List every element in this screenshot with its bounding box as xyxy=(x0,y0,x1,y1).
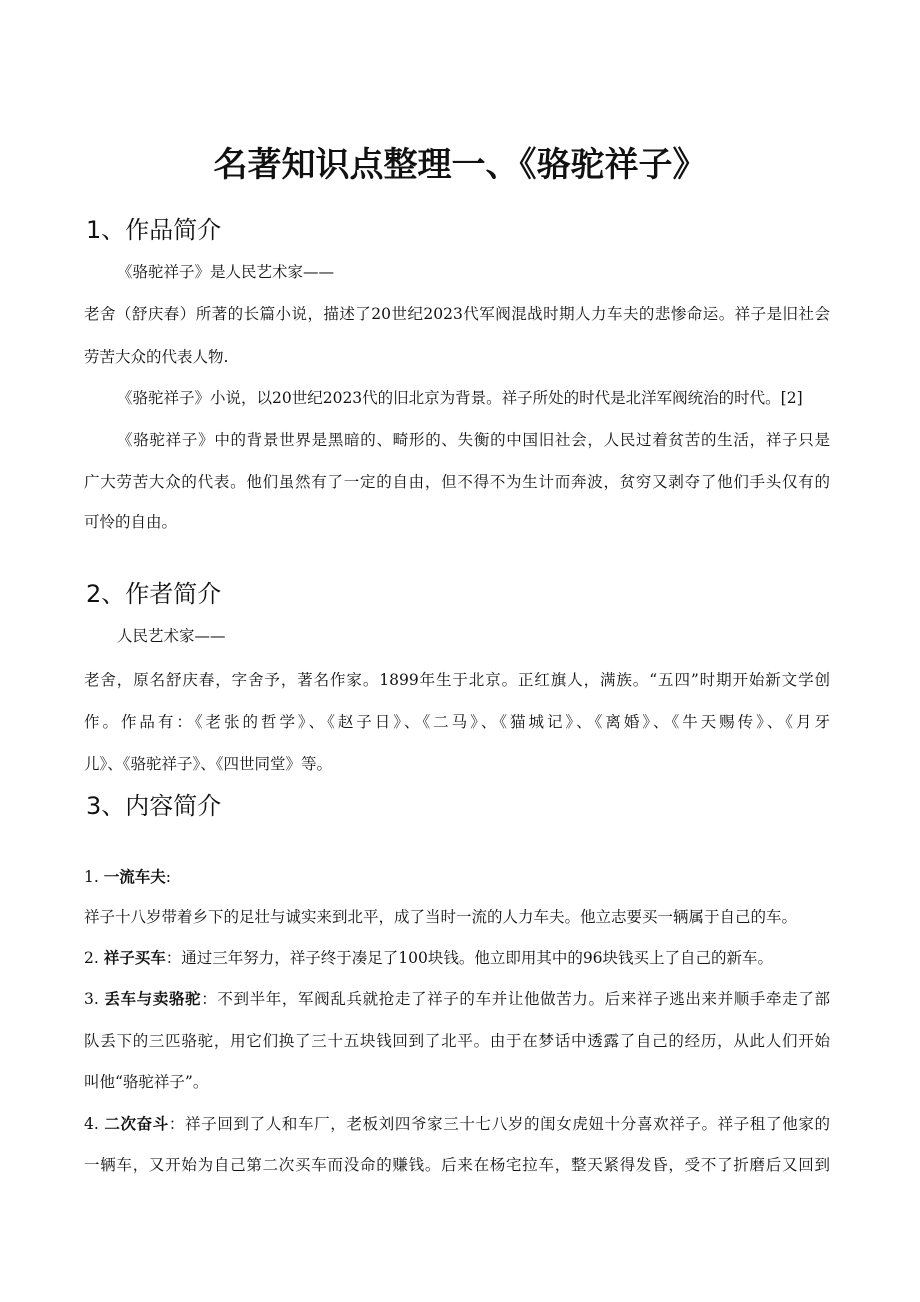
line-text: 老舍（舒庆春）所著的长篇小说，描述了20世纪2023代军阀混战时期人力车夫的悲惨命运。祥子是旧社会 xyxy=(84,305,830,323)
paragraph-line xyxy=(84,947,830,969)
line-text: 可怜的自由。 xyxy=(84,513,178,531)
line-text: 叫他“骆驼祥子”。 xyxy=(84,1073,209,1091)
line-text: 儿》、《骆驼祥子》、《四世同堂》等。 xyxy=(84,755,333,773)
line-text: 广大劳苦大众的代表。他们虽然有了一定的自由，但不得不为生计而奔波，贫穷又剥夺了他们手头仅有的 xyxy=(84,473,830,491)
line-text: 祥子十八岁带着乡下的足壮与诚实来到北平，成了当时一流的人力车夫。他立志要买一辆属于自己的车。 xyxy=(84,908,798,926)
line-text: 《骆驼祥子》是人民艺术家—— xyxy=(117,263,335,281)
line-text: 《骆驼祥子》小说，以20世纪2023代的旧北京为背景。祥子所处的时代是北洋军阀统治的时代。[2] xyxy=(117,389,803,407)
section-heading: 1、作品简介 xyxy=(86,216,222,244)
paragraph-line xyxy=(84,988,830,1010)
line-text: ：通过三年努力，祥子终于凑足了100块钱。他立即用其中的96块钱买上了自己的新车。 xyxy=(165,949,774,967)
paragraph-line xyxy=(117,387,830,409)
section-heading: 2、作者简介 xyxy=(86,580,222,608)
paragraph-line xyxy=(84,471,830,493)
paragraph-line xyxy=(84,346,830,368)
paragraph-line xyxy=(84,303,830,325)
line-text: ：祥子回到了人和车厂，老板刘四爷家三十七八岁的闺女虎妞十分喜欢祥子。祥子租了他家的 xyxy=(168,1115,830,1133)
item-title: 祥子买车 xyxy=(103,949,166,967)
paragraph-line xyxy=(84,711,830,733)
line-text: 《骆驼祥子》中的背景世界是黑暗的、畸形的、失衡的中国旧社会，人民过着贫苦的生活，祥子只是 xyxy=(117,431,830,449)
line-text: 人民艺术家—— xyxy=(117,627,226,645)
paragraph-line xyxy=(117,261,830,283)
paragraph-line xyxy=(84,1071,830,1093)
section-heading: 3、内容简介 xyxy=(86,792,222,820)
line-text: 作。作品有：《老张的哲学》、《赵子日》、《二马》、《猫城记》、《离婚》、《牛天赐传》、《月牙 xyxy=(84,713,830,731)
line-text: : xyxy=(165,868,171,886)
line-text: 队丢下的三匹骆驼，用它们换了三十五块钱回到了北平。由于在梦话中透露了自己的经历，从此人们开始 xyxy=(84,1032,830,1050)
line-text: 老舍，原名舒庆春，字舍予，著名作家。1899年生于北京。正红旗人，满族。“五四”时期开始新文学创 xyxy=(84,671,830,689)
paragraph-line xyxy=(84,669,830,691)
paragraph-line xyxy=(84,753,830,775)
document-title: 名著知识点整理一、《骆驼祥子》 xyxy=(213,145,707,185)
line-text: 一辆车，又开始为自己第二次买车而没命的赚钱。后来在杨宅拉车，整天紧得发昏，受不了折磨后又回到 xyxy=(84,1156,830,1174)
paragraph-line xyxy=(117,625,830,647)
item-number: 2. xyxy=(84,949,104,967)
item-title: 丢车与卖骆驼 xyxy=(104,990,202,1008)
paragraph-line xyxy=(84,511,830,533)
paragraph-line xyxy=(84,866,830,888)
item-number: 4. xyxy=(84,1115,105,1133)
item-number: 1. xyxy=(84,868,104,886)
paragraph-line xyxy=(84,1030,830,1052)
paragraph-line xyxy=(84,906,830,928)
item-title: 一流车夫 xyxy=(103,868,166,886)
paragraph-line xyxy=(117,429,830,451)
paragraph-line xyxy=(84,1113,830,1135)
item-number: 3. xyxy=(84,990,105,1008)
item-title: 二次奋斗 xyxy=(104,1115,169,1133)
paragraph-line xyxy=(84,1154,830,1176)
line-text: 劳苦大众的代表人物. xyxy=(84,348,229,366)
line-text: ：不到半年，军阀乱兵就抢走了祥子的车并让他做苦力。后来祥子逃出来并顺手牵走了部 xyxy=(201,990,830,1008)
